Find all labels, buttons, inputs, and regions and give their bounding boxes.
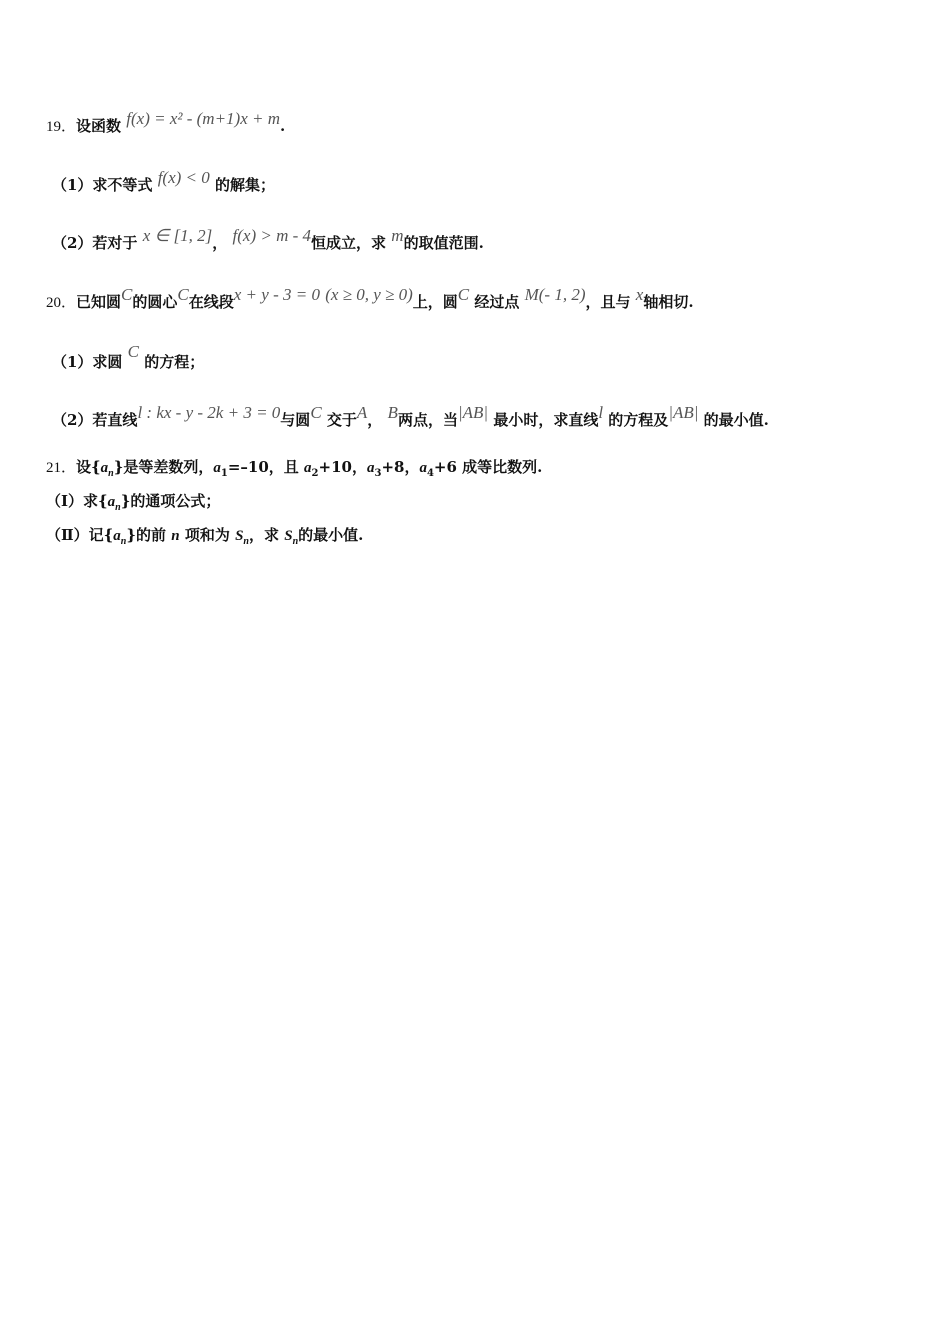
q21-a4-val: +6 成等比数列. (433, 458, 543, 476)
q20-part2-c: C (310, 403, 322, 422)
q21-part2-n: n (120, 536, 127, 547)
q21-part2-mid-3: ，求 (248, 526, 279, 544)
q19-part2-label: （2）若对于 (52, 234, 138, 252)
q20-part1-end: 的方程； (144, 353, 205, 371)
q21-part1-post: }的通项公式； (120, 492, 221, 510)
q20-condition: (x ≥ 0, y ≥ 0) (325, 285, 413, 304)
q19-part2-mid: 恒成立，求 (311, 234, 387, 252)
q21-part1-n: n (115, 502, 121, 513)
q20-c-3: C (457, 285, 470, 304)
q19-part2-comma: ， (212, 234, 228, 252)
q20-part1-c: C (127, 342, 140, 361)
q20-c-2: C (177, 285, 189, 304)
q20-text-6: ，且与 (585, 293, 631, 311)
q21-part2-mid-2: 项和为 (184, 526, 230, 544)
q21-part2-end: 的最小值. (298, 526, 364, 544)
q20-part2-text-2: 交于 (326, 411, 357, 429)
q19-part2-inequality: f(x) > m - 4 (232, 226, 312, 245)
q19-period: . (280, 117, 286, 135)
q20-part2-text-7: 的最小值. (703, 411, 769, 429)
q21-number: 21． (46, 460, 77, 476)
q19-part2 (52, 226, 484, 253)
q21-a4: a (419, 460, 427, 476)
q20-part2-ab-2: |AB| (668, 403, 699, 422)
q21-stem-pre: 设{ (76, 458, 101, 476)
q20-part2-l: l (598, 403, 604, 422)
q21-part2-s: S (235, 528, 244, 544)
q19-intro: 设函数 (76, 117, 122, 135)
q21-a3-val: +8， (381, 458, 420, 476)
q21-a3-sub: 3 (374, 468, 382, 479)
q21-a1-val: =–10，且 (227, 458, 299, 476)
q20-point-m: M(- 1, 2) (524, 285, 586, 304)
q21-stem (46, 457, 542, 484)
q21-part2-s2: S (284, 528, 293, 544)
q21-part2-s-n: n (243, 536, 249, 547)
q20-stem (46, 285, 694, 313)
q20-text-2: 的圆心 (132, 293, 178, 311)
q19-number: 19． (46, 119, 77, 135)
q21-part1-pre: （Ⅰ）求{ (46, 492, 108, 510)
q20-x-axis: x (635, 285, 644, 304)
q19-part2-var-m: m (391, 226, 404, 245)
q19-part1-label: （1）求不等式 (52, 176, 153, 194)
q20-part2-a: A (356, 403, 368, 422)
q20-text-3: 在线段 (188, 293, 234, 311)
q19-part1 (52, 168, 275, 195)
q21-part2-a: a (113, 528, 121, 544)
q20-line-equation: x + y - 3 = 0 (233, 285, 320, 304)
q21-part2-pre: （Ⅱ）记{ (46, 526, 114, 544)
q20-part1-label: （1）求圆 (52, 353, 123, 371)
q21-a2: a (304, 460, 312, 476)
q20-part1 (52, 342, 205, 372)
q20-part2-text-5: 最小时，求直线 (493, 411, 599, 429)
q19-part1-inequality: f(x) < 0 (157, 168, 210, 187)
q20-part2-text-6: 的方程及 (608, 411, 669, 429)
q21-a1: a (213, 460, 221, 476)
q20-part2-label: （2）若直线 (52, 411, 138, 429)
q21-stem-post: }是等差数列， (113, 458, 214, 476)
q21-part2-n-terms: n (171, 528, 180, 544)
q19-part2-end: 的取值范围. (403, 234, 484, 252)
q21-a3: a (366, 460, 375, 476)
q21-part1-a: a (107, 494, 116, 510)
q21-part1 (46, 491, 220, 518)
q20-part2-ab-1: |AB| (457, 403, 489, 422)
q20-part2-text-3: ， (367, 411, 383, 429)
q21-stem-a: a (100, 460, 109, 476)
q20-text-5: 经过点 (474, 293, 520, 311)
q21-a1-sub: 1 (220, 468, 228, 479)
q21-a4-sub: 4 (426, 468, 434, 479)
q20-text-4: 上，圆 (412, 293, 458, 311)
q20-part2-line: l : kx - y - 2k + 3 = 0 (137, 403, 281, 422)
q20-text-1: 已知圆 (76, 293, 122, 311)
q19-part2-domain: x ∈ [1, 2] (142, 226, 213, 245)
q20-part2-b: B (387, 403, 398, 422)
q20-c-1: C (121, 285, 133, 304)
q19-part1-end: 的解集； (214, 176, 275, 194)
q20-text-7: 轴相切. (643, 293, 694, 311)
q21-a2-sub: 2 (311, 468, 319, 479)
q21-a2-val: +10， (318, 458, 367, 476)
q21-part2 (46, 525, 363, 552)
q19-stem (46, 109, 286, 137)
q20-part2 (52, 403, 769, 430)
q19-function-formula: f(x) = x² - (m+1)x + m (126, 109, 280, 128)
q21-part2-s2-n: n (292, 536, 299, 547)
q20-part2-text-4: 两点，当 (397, 411, 458, 429)
q21-stem-n: n (108, 468, 114, 479)
q20-part2-text-1: 与圆 (280, 411, 311, 429)
q21-part2-mid-1: }的前 (126, 526, 167, 544)
q20-number: 20． (46, 295, 77, 311)
